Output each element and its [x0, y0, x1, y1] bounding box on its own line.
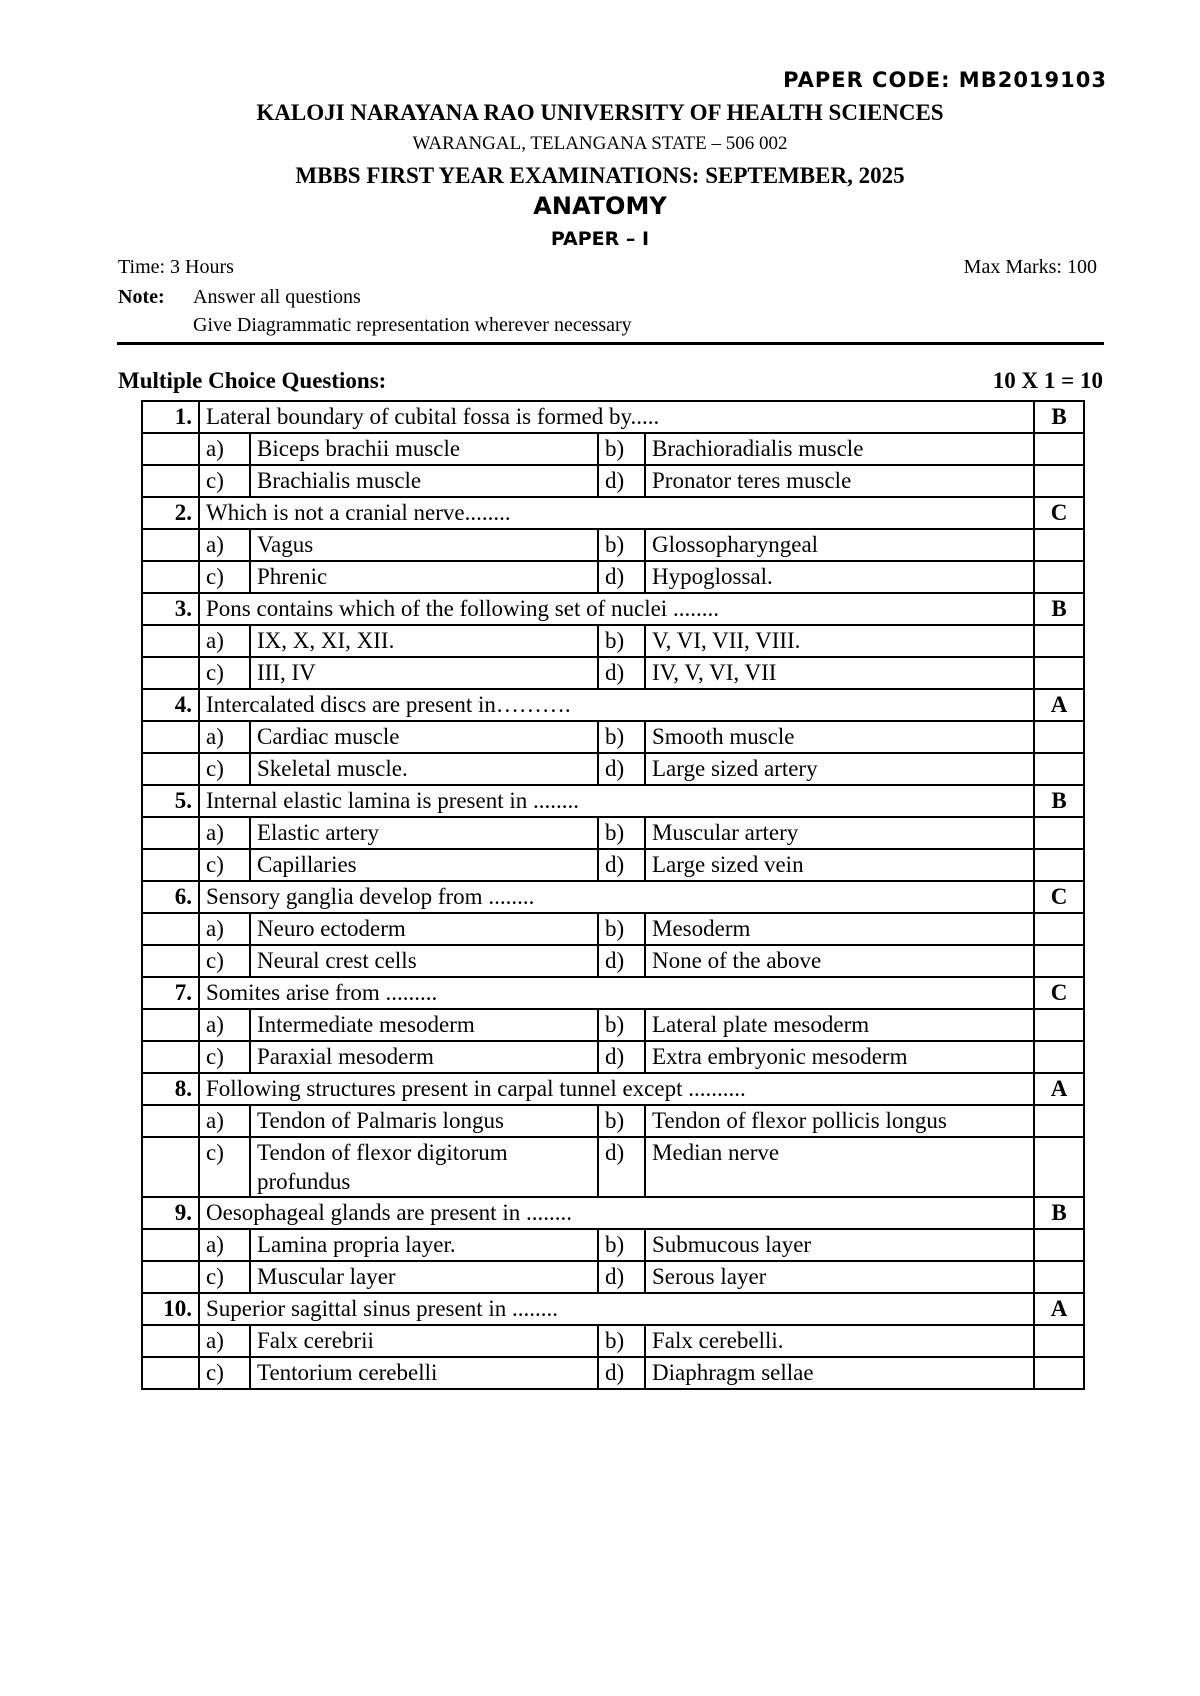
option-text-c: Tentorium cerebelli: [250, 1357, 598, 1389]
question-text: Lateral boundary of cubital fossa is formed by.....: [199, 401, 1034, 433]
option-label-d: d): [598, 1041, 645, 1073]
option-text-c: Brachialis muscle: [250, 465, 598, 497]
option-text-b: V, VI, VII, VIII.: [645, 625, 1034, 657]
empty-cell: [1034, 1041, 1084, 1073]
empty-cell: [142, 465, 199, 497]
time-allowed: Time: 3 Hours: [118, 256, 234, 278]
empty-cell: [1034, 433, 1084, 465]
empty-cell: [142, 753, 199, 785]
subject-title: ANATOMY: [533, 192, 667, 220]
empty-cell: [142, 721, 199, 753]
question-row: [142, 497, 1084, 529]
option-text-b: Lateral plate mesoderm: [645, 1009, 1034, 1041]
option-label-a: a): [199, 1105, 250, 1137]
question-text: Which is not a cranial nerve........: [199, 497, 1034, 529]
option-label-d: d): [598, 1261, 645, 1293]
options-row: [142, 913, 1084, 945]
option-text-c: III, IV: [250, 657, 598, 689]
option-text-d: Pronator teres muscle: [645, 465, 1034, 497]
option-text-d: Large sized vein: [645, 849, 1034, 881]
option-label-b: b): [598, 433, 645, 465]
question-row: [142, 977, 1084, 1009]
options-row: [142, 561, 1084, 593]
option-text-c: Muscular layer: [250, 1261, 598, 1293]
answer-key: B: [1034, 401, 1084, 433]
question-number: 1.: [142, 401, 199, 433]
empty-cell: [1034, 529, 1084, 561]
option-label-a: a): [199, 1229, 250, 1261]
option-text-c: Phrenic: [250, 561, 598, 593]
option-text-b: Falx cerebelli.: [645, 1325, 1034, 1357]
option-text-c: Skeletal muscle.: [250, 753, 598, 785]
option-text-a: Intermediate mesoderm: [250, 1009, 598, 1041]
question-number: 2.: [142, 497, 199, 529]
question-number: 5.: [142, 785, 199, 817]
question-text: Somites arise from .........: [199, 977, 1034, 1009]
max-marks: Max Marks: 100: [963, 256, 1097, 278]
option-label-b: b): [598, 625, 645, 657]
empty-cell: [142, 1041, 199, 1073]
option-label-a: a): [199, 913, 250, 945]
empty-cell: [142, 849, 199, 881]
empty-cell: [142, 1229, 199, 1261]
options-row: [142, 657, 1084, 689]
question-number: 7.: [142, 977, 199, 1009]
empty-cell: [142, 1261, 199, 1293]
option-text-b: Glossopharyngeal: [645, 529, 1034, 561]
question-text: Oesophageal glands are present in ........: [199, 1197, 1034, 1229]
option-text-a: Elastic artery: [250, 817, 598, 849]
option-text-d: Median nerve: [645, 1137, 1034, 1197]
option-text-a: Tendon of Palmaris longus: [250, 1105, 598, 1137]
question-row: [142, 1073, 1084, 1105]
options-row: [142, 945, 1084, 977]
option-label-a: a): [199, 529, 250, 561]
answer-key: B: [1034, 1197, 1084, 1229]
question-text: Intercalated discs are present in……….: [199, 689, 1034, 721]
option-text-b: Tendon of flexor pollicis longus: [645, 1105, 1034, 1137]
question-text: Superior sagittal sinus present in ........: [199, 1293, 1034, 1325]
option-label-a: a): [199, 721, 250, 753]
option-label-c: c): [199, 657, 250, 689]
empty-cell: [1034, 1357, 1084, 1389]
options-row: [142, 753, 1084, 785]
empty-cell: [1034, 753, 1084, 785]
note-label: Note:: [118, 286, 165, 308]
option-label-b: b): [598, 721, 645, 753]
option-label-c: c): [199, 1261, 250, 1293]
option-text-c: Neural crest cells: [250, 945, 598, 977]
answer-key: C: [1034, 497, 1084, 529]
option-text-c: Capillaries: [250, 849, 598, 881]
note-line-1: Answer all questions: [193, 286, 361, 308]
option-text-c: Paraxial mesoderm: [250, 1041, 598, 1073]
option-text-d: Large sized artery: [645, 753, 1034, 785]
option-label-d: d): [598, 1137, 645, 1197]
option-label-b: b): [598, 1105, 645, 1137]
empty-cell: [1034, 657, 1084, 689]
answer-key: A: [1034, 1293, 1084, 1325]
option-text-b: Smooth muscle: [645, 721, 1034, 753]
option-label-c: c): [199, 945, 250, 977]
empty-cell: [1034, 1009, 1084, 1041]
option-label-c: c): [199, 465, 250, 497]
empty-cell: [1034, 945, 1084, 977]
option-label-c: c): [199, 849, 250, 881]
answer-key: B: [1034, 593, 1084, 625]
question-number: 10.: [142, 1293, 199, 1325]
option-text-d: IV, V, VI, VII: [645, 657, 1034, 689]
options-row: [142, 817, 1084, 849]
empty-cell: [1034, 1137, 1084, 1197]
question-text: Internal elastic lamina is present in ........: [199, 785, 1034, 817]
mcq-table: [141, 400, 1085, 1390]
option-label-b: b): [598, 1009, 645, 1041]
option-label-d: d): [598, 1357, 645, 1389]
option-label-c: c): [199, 753, 250, 785]
question-text: Following structures present in carpal tunnel except ..........: [199, 1073, 1034, 1105]
university-name: KALOJI NARAYANA RAO UNIVERSITY OF HEALTH SCIENCES: [256, 100, 944, 125]
option-text-d: Hypoglossal.: [645, 561, 1034, 593]
header-divider: [117, 342, 1104, 345]
empty-cell: [1034, 721, 1084, 753]
option-text-b: Brachioradialis muscle: [645, 433, 1034, 465]
empty-cell: [1034, 625, 1084, 657]
options-row: [142, 1261, 1084, 1293]
question-text: Sensory ganglia develop from ........: [199, 881, 1034, 913]
options-row: [142, 1041, 1084, 1073]
question-number: 9.: [142, 1197, 199, 1229]
options-row: [142, 529, 1084, 561]
option-label-a: a): [199, 1009, 250, 1041]
options-row: [142, 433, 1084, 465]
option-label-a: a): [199, 625, 250, 657]
empty-cell: [1034, 1261, 1084, 1293]
option-text-a: Falx cerebrii: [250, 1325, 598, 1357]
empty-cell: [1034, 1229, 1084, 1261]
empty-cell: [1034, 913, 1084, 945]
option-text-a: IX, X, XI, XII.: [250, 625, 598, 657]
option-text-a: Cardiac muscle: [250, 721, 598, 753]
answer-key: A: [1034, 689, 1084, 721]
option-label-d: d): [598, 561, 645, 593]
option-label-c: c): [199, 1041, 250, 1073]
option-text-c: Tendon of flexor digitorum profundus: [250, 1137, 598, 1197]
empty-cell: [142, 817, 199, 849]
empty-cell: [1034, 1105, 1084, 1137]
option-text-d: Diaphragm sellae: [645, 1357, 1034, 1389]
options-row: [142, 625, 1084, 657]
question-number: 8.: [142, 1073, 199, 1105]
option-label-c: c): [199, 1137, 250, 1197]
option-label-d: d): [598, 465, 645, 497]
options-row: [142, 1105, 1084, 1137]
question-row: [142, 785, 1084, 817]
exam-title: MBBS FIRST YEAR EXAMINATIONS: SEPTEMBER, 2025: [295, 163, 905, 188]
option-text-d: Extra embryonic mesoderm: [645, 1041, 1034, 1073]
empty-cell: [142, 1325, 199, 1357]
section-marks: 10 X 1 = 10: [992, 368, 1103, 393]
option-text-b: Muscular artery: [645, 817, 1034, 849]
option-text-d: Serous layer: [645, 1261, 1034, 1293]
option-text-a: Neuro ectoderm: [250, 913, 598, 945]
empty-cell: [142, 1357, 199, 1389]
option-label-d: d): [598, 657, 645, 689]
answer-key: B: [1034, 785, 1084, 817]
option-text-b: Mesoderm: [645, 913, 1034, 945]
option-label-b: b): [598, 1325, 645, 1357]
options-row: [142, 1357, 1084, 1389]
options-row: [142, 1229, 1084, 1261]
option-label-c: c): [199, 1357, 250, 1389]
option-text-b: Submucous layer: [645, 1229, 1034, 1261]
question-number: 6.: [142, 881, 199, 913]
option-label-b: b): [598, 529, 645, 561]
question-row: [142, 1293, 1084, 1325]
options-row: [142, 849, 1084, 881]
empty-cell: [1034, 465, 1084, 497]
answer-key: A: [1034, 1073, 1084, 1105]
option-label-d: d): [598, 753, 645, 785]
question-number: 4.: [142, 689, 199, 721]
option-label-a: a): [199, 817, 250, 849]
option-label-d: d): [598, 945, 645, 977]
question-number: 3.: [142, 593, 199, 625]
option-label-a: a): [199, 433, 250, 465]
answer-key: C: [1034, 977, 1084, 1009]
options-row: [142, 465, 1084, 497]
empty-cell: [142, 529, 199, 561]
options-row: [142, 1137, 1084, 1197]
options-row: [142, 721, 1084, 753]
question-text: Pons contains which of the following set of nuclei ........: [199, 593, 1034, 625]
empty-cell: [1034, 561, 1084, 593]
note-line-2: Give Diagrammatic representation wherever necessary: [193, 314, 632, 336]
empty-cell: [142, 561, 199, 593]
empty-cell: [142, 913, 199, 945]
option-text-d: None of the above: [645, 945, 1034, 977]
options-row: [142, 1009, 1084, 1041]
option-label-b: b): [598, 1229, 645, 1261]
empty-cell: [1034, 1325, 1084, 1357]
empty-cell: [142, 625, 199, 657]
option-text-a: Vagus: [250, 529, 598, 561]
university-address: WARANGAL, TELANGANA STATE – 506 002: [412, 133, 788, 154]
option-label-b: b): [598, 913, 645, 945]
option-label-c: c): [199, 561, 250, 593]
question-row: [142, 593, 1084, 625]
paper-number: PAPER – I: [550, 228, 650, 250]
empty-cell: [142, 1009, 199, 1041]
paper-code: PAPER CODE: MB2019103: [783, 68, 1107, 92]
option-label-b: b): [598, 817, 645, 849]
answer-key: C: [1034, 881, 1084, 913]
question-row: [142, 1197, 1084, 1229]
option-label-d: d): [598, 849, 645, 881]
section-title: Multiple Choice Questions:: [118, 368, 387, 393]
empty-cell: [142, 945, 199, 977]
empty-cell: [142, 433, 199, 465]
empty-cell: [142, 657, 199, 689]
question-row: [142, 401, 1084, 433]
question-row: [142, 689, 1084, 721]
empty-cell: [142, 1105, 199, 1137]
empty-cell: [1034, 817, 1084, 849]
question-row: [142, 881, 1084, 913]
options-row: [142, 1325, 1084, 1357]
empty-cell: [142, 1137, 199, 1197]
option-text-a: Lamina propria layer.: [250, 1229, 598, 1261]
option-label-a: a): [199, 1325, 250, 1357]
empty-cell: [1034, 849, 1084, 881]
option-text-a: Biceps brachii muscle: [250, 433, 598, 465]
